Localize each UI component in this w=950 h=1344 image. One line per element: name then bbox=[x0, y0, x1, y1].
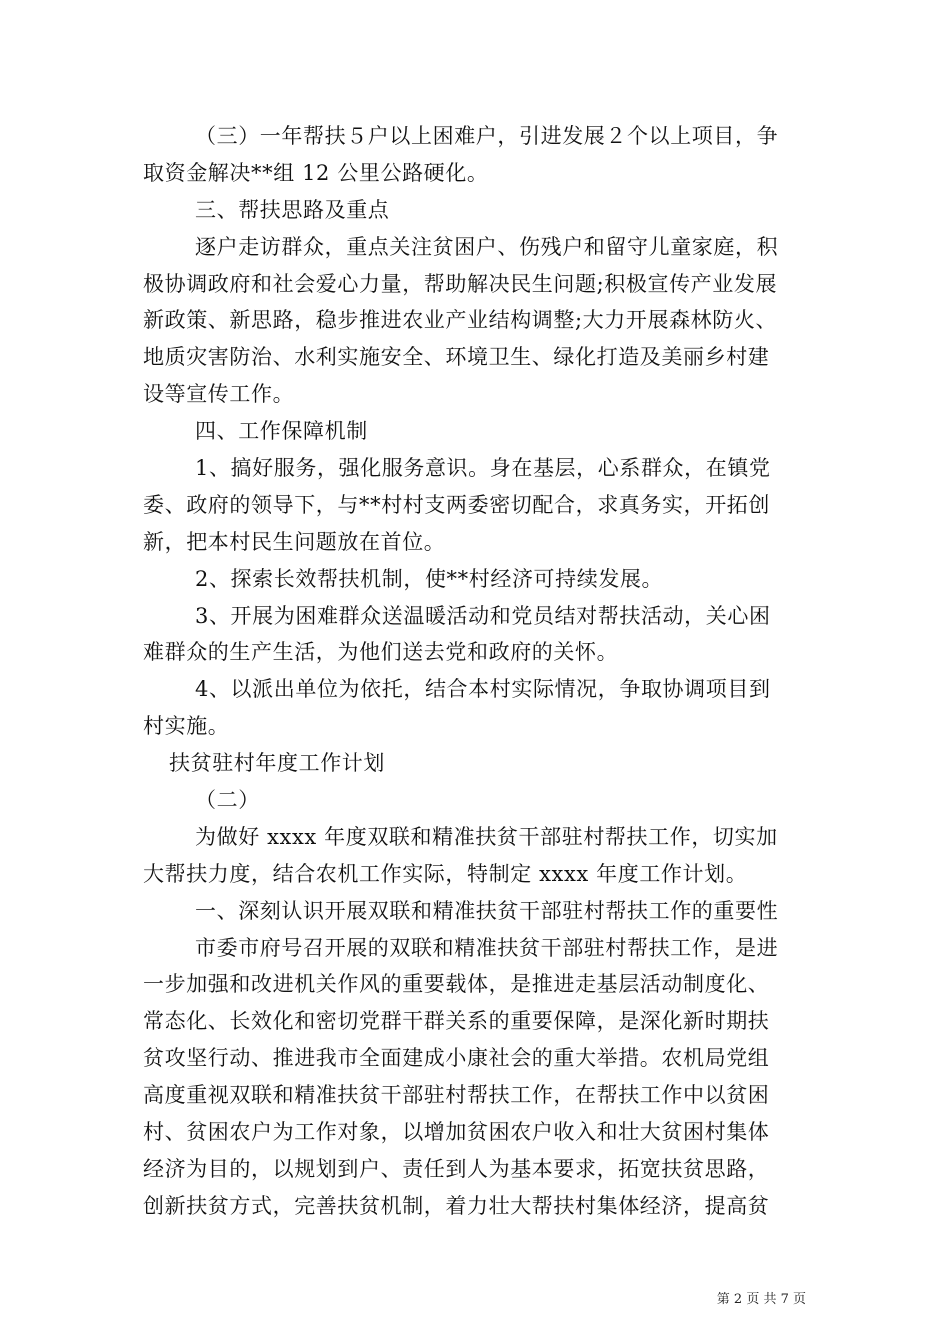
text-line: 经济为目的，以规划到户、责任到人为基本要求，拓宽扶贫思路， bbox=[143, 1156, 770, 1181]
text-line: 逐户走访群众，重点关注贫困户、伤残户和留守儿童家庭，积 bbox=[195, 234, 779, 259]
text-line: 极协调政府和社会爱心力量，帮助解决民生问题;积极宣传产业发展 bbox=[143, 271, 778, 296]
text-line: 难群众的生产生活，为他们送去党和政府的关怀。 bbox=[143, 640, 619, 665]
text-line: 新，把本村民生问题放在首位。 bbox=[143, 529, 446, 554]
section-heading: 一、深刻认识开展双联和精准扶贫干部驻村帮扶工作的重要性 bbox=[195, 898, 779, 923]
text-line: 4、以派出单位为依托，结合本村实际情况，争取协调项目到 bbox=[195, 677, 771, 702]
text-line: 常态化、长效化和密切党群干群关系的重要保障，是深化新时期扶 bbox=[143, 1009, 770, 1034]
text-line: 创新扶贫方式，完善扶贫机制，着力壮大帮扶村集体经济，提高贫 bbox=[143, 1193, 770, 1218]
text-line: 村实施。 bbox=[143, 714, 230, 739]
text-line: 3、开展为困难群众送温暖活动和党员结对帮扶活动，关心困 bbox=[195, 603, 771, 628]
text-line: 地质灾害防治、水利实施安全、环境卫生、绿化打造及美丽乡村建 bbox=[143, 345, 770, 370]
text-line: 委、政府的领导下，与**村村支两委密切配合，求真务实，开拓创 bbox=[143, 492, 770, 517]
section-heading: 三、帮扶思路及重点 bbox=[195, 197, 390, 222]
text-line: （三）一年帮扶５户以上困难户，引进发展２个以上项目，争 bbox=[195, 124, 779, 148]
text-line: 贫攻坚行动、推进我市全面建成小康社会的重大举措。农机局党组 bbox=[143, 1046, 770, 1071]
text-line: 取资金解决**组 12 公里公路硬化。 bbox=[143, 160, 489, 185]
text-line: 市委市府号召开展的双联和精准扶贫干部驻村帮扶工作，是进 bbox=[195, 935, 779, 960]
section-heading: 四、工作保障机制 bbox=[195, 419, 368, 444]
document-title: 扶贫驻村年度工作计划 bbox=[169, 751, 385, 776]
text-line: 2、探索长效帮扶机制，使**村经济可持续发展。 bbox=[195, 566, 664, 591]
text-line: 设等宣传工作。 bbox=[143, 382, 295, 407]
text-line: 为做好 xxxx 年度双联和精准扶贫干部驻村帮扶工作，切实加 bbox=[195, 824, 778, 849]
text-line: 大帮扶力度，结合农机工作实际，特制定 xxxx 年度工作计划。 bbox=[143, 861, 748, 886]
text-line: 新政策、新思路，稳步推进农业产业结构调整;大力开展森林防火、 bbox=[143, 308, 778, 333]
document-body bbox=[143, 118, 807, 1225]
subtitle: （二） bbox=[195, 788, 260, 813]
text-line: 村、贫困农户为工作对象，以增加贫困农户收入和壮大贫困村集体 bbox=[143, 1120, 770, 1145]
text-line: 1、搞好服务，强化服务意识。身在基层，心系群众，在镇党 bbox=[195, 456, 771, 481]
page-indicator: 第 2 页 共 7 页 bbox=[716, 1292, 806, 1307]
text-line: 一步加强和改进机关作风的重要载体，是推进走基层活动制度化、 bbox=[143, 972, 770, 997]
text-line: 高度重视双联和精准扶贫干部驻村帮扶工作，在帮扶工作中以贫困 bbox=[143, 1083, 770, 1108]
